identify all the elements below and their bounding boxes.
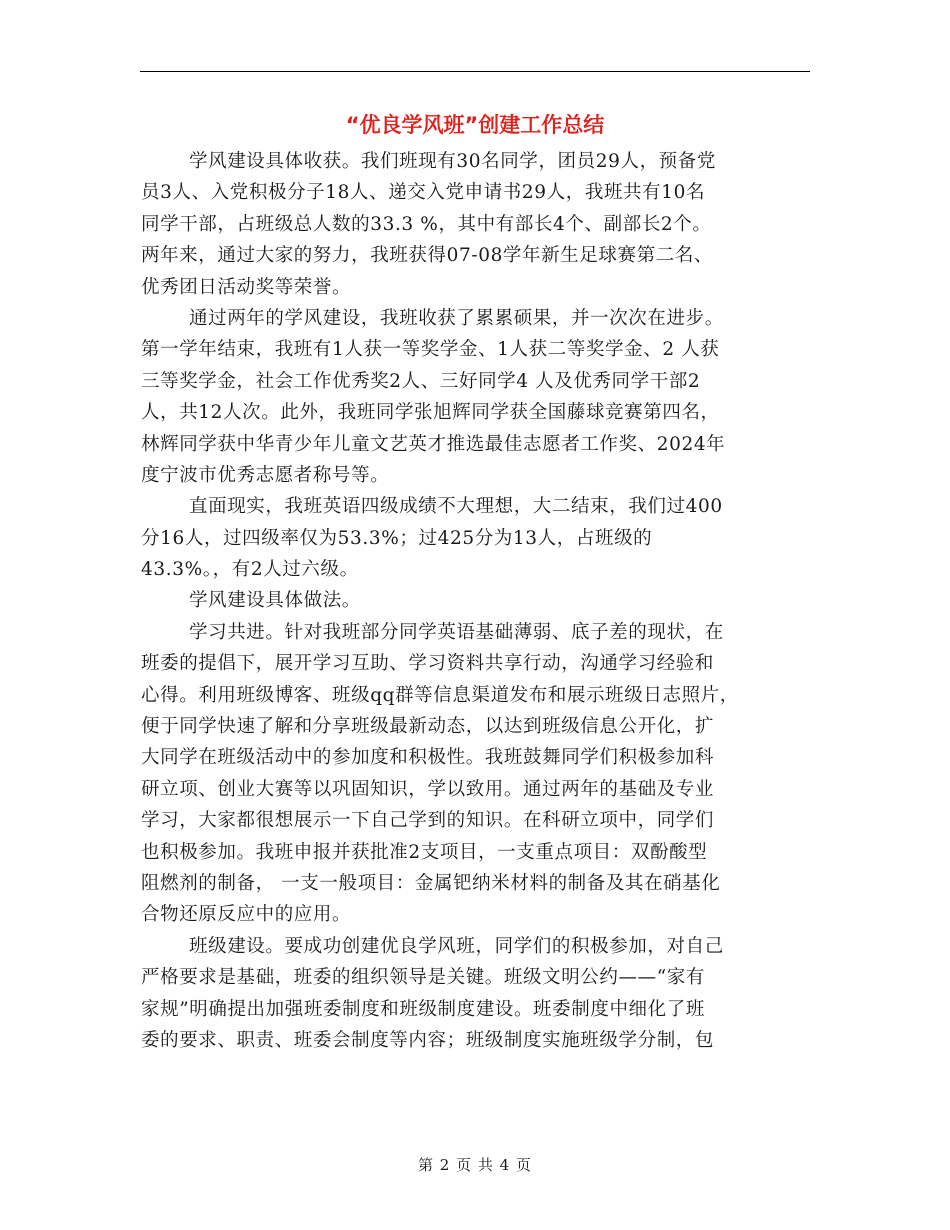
text-line: 43.3%。，有2人过六级。 [141,559,359,581]
text-line: 家规”明确提出加强班委制度和班级制度建设。班委制度中细化了班 [141,998,705,1020]
text-line: 合物还原反应中的应用。 [141,904,352,926]
text-line: 两年来，通过大家的努力，我班获得07-08学年新生足球赛第二名、 [141,245,714,267]
text-line: 心得。利用班级博客、班级qq群等信息渠道发布和展示班级日志照片， [141,684,739,706]
text-line: 研立项、创业大赛等以巩固知识，学以致用。通过两年的基础及专业 [141,778,715,800]
page-footer: 第 2 页 共 4 页 [418,1156,532,1174]
text-line: 同学干部，占班级总人数的33.3 %，其中有部长4个、副部长2个。 [141,213,712,235]
text-line: 分16人，过四级率仅为53.3%；过425分为13人，占班级的 [141,527,653,549]
text-line: 人，共12人次。此外，我班同学张旭辉同学获全国藤球竞赛第四名， [141,402,720,424]
document-title: “优良学风班”创建工作总结 [345,113,605,137]
text-line: 学风建设具体做法。 [189,590,361,612]
text-line: 员3人、入党积极分子18人、递交入党申请书29人，我班共有10名 [141,182,706,204]
text-line: 班级建设。要成功创建优良学风班，同学们的积极参加，对自己 [189,935,724,957]
text-line: 通过两年的学风建设，我班收获了累累硕果，并一次次在进步。 [189,307,724,329]
text-line: 大同学在班级活动中的参加度和积极性。我班鼓舞同学们积极参加科 [141,747,715,769]
text-line: 学习共进。针对我班部分同学英语基础薄弱、底子差的现状，在 [189,621,724,643]
text-line: 直面现实，我班英语四级成绩不大理想，大二结束，我们过400 [189,496,723,518]
header-rule [140,71,810,72]
text-line: 也积极参加。我班申报并获批准2支项目，一支重点项目：双酚酸型 [141,841,708,863]
text-line: 便于同学快速了解和分享班级最新动态，以达到班级信息公开化，扩 [141,716,715,738]
text-line: 优秀团日活动奖等荣誉。 [141,276,352,298]
text-line: 班委的提倡下，展开学习互助、学习资料共享行动，沟通学习经验和 [141,653,715,675]
text-line: 严格要求是基础，班委的组织领导是关键。班级文明公约——“家有 [141,967,705,989]
text-line: 第一学年结束，我班有1人获一等奖学金、1人获二等奖学金、2 人获 [141,339,720,361]
text-line: 三等奖学金，社会工作优秀奖2人、三好同学4 人及优秀同学干部2 [141,370,701,392]
document-body [141,146,796,1056]
text-line: 度宁波市优秀志愿者称号等。 [141,464,390,486]
text-line: 阻燃剂的制备， 一支一般项目：金属钯纳米材料的制备及其在硝基化 [141,872,721,894]
text-line: 委的要求、职责、班委会制度等内容；班级制度实施班级学分制，包 [141,1029,715,1051]
text-line: 林辉同学获中华青少年儿童文艺英才推选最佳志愿者工作奖、2024年 [141,433,726,455]
text-line: 学风建设具体收获。我们班现有30名同学，团员29人，预备党 [189,151,716,172]
text-line: 学习，大家都很想展示一下自己学到的知识。在科研立项中，同学们 [141,810,715,832]
